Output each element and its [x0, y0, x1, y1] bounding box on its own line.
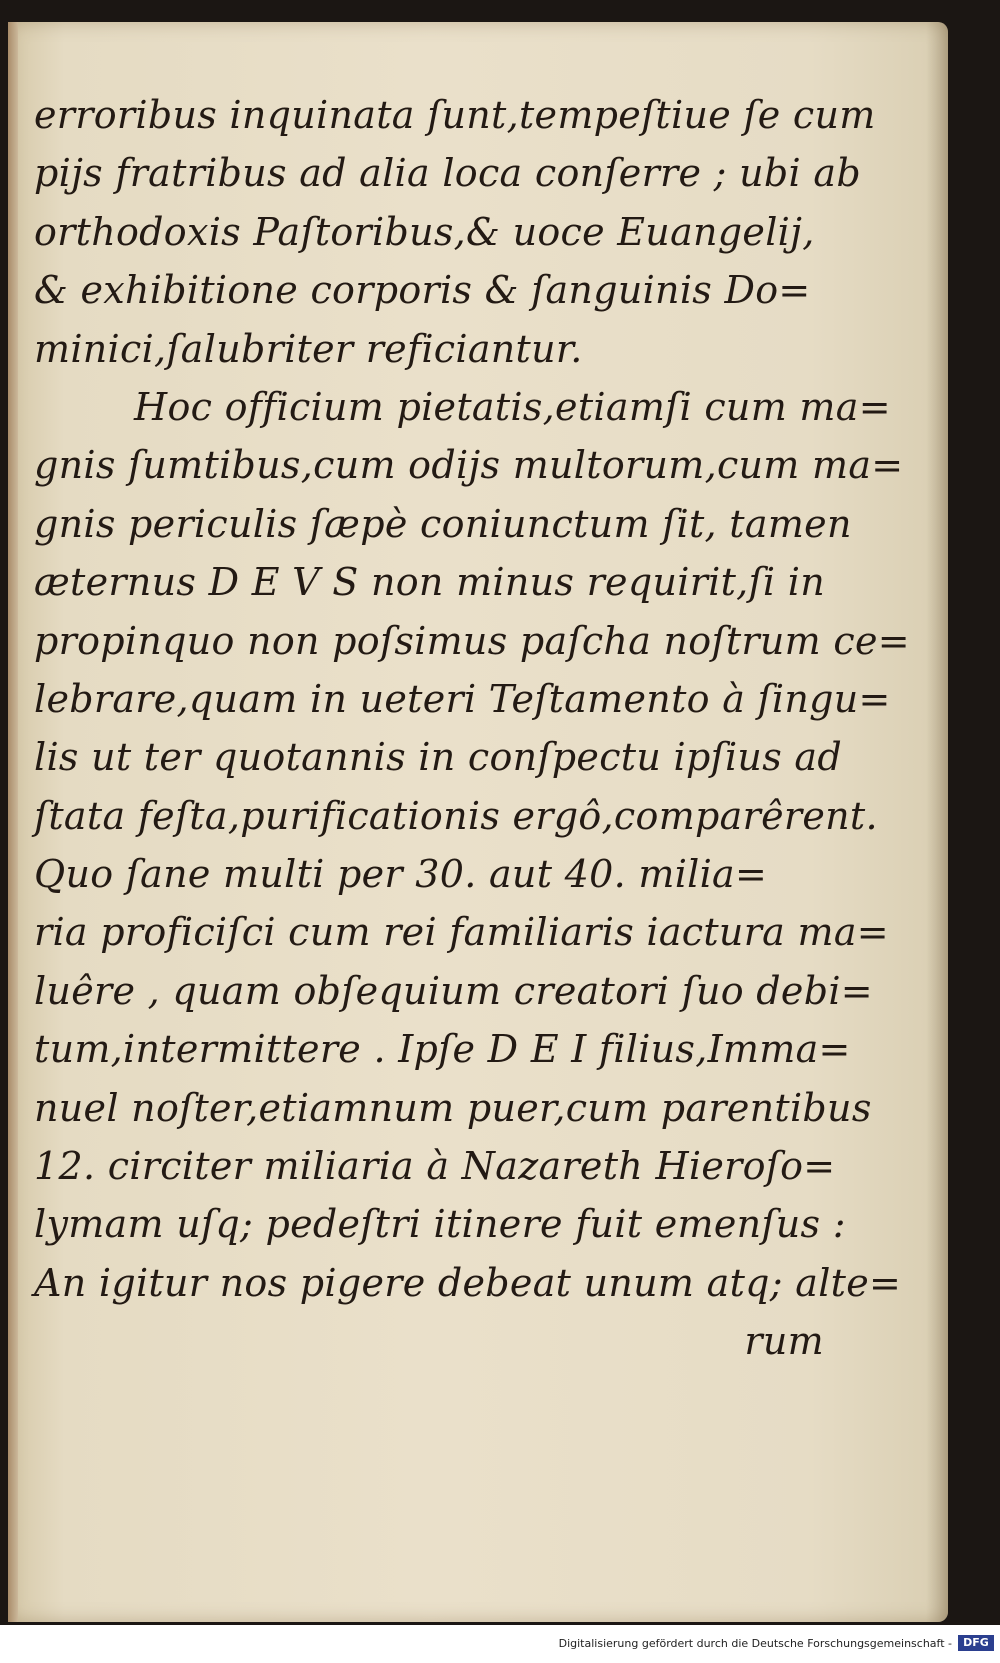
text-line: pijs fratribus ad alia loca conſerre ; ubi ab	[34, 151, 861, 196]
text-line: minici,ſalubriter reficiantur.	[34, 326, 583, 371]
page-gutter	[8, 22, 18, 1622]
text-line: ſtata feſta,purificationis ergô,comparêrent.	[34, 793, 878, 838]
text-line: æternus D E V S non minus requirit,ſi in	[34, 560, 825, 605]
text-line: tum,intermittere . Ipſe D E I filius,Imma=	[34, 1027, 851, 1072]
paragraph-start-line: Hoc officium pietatis,etiamſi cum ma=	[134, 384, 891, 429]
dfg-logo: DFG	[958, 1635, 994, 1651]
text-line: Quo ſane multi per 30. aut 40. milia=	[34, 852, 768, 897]
text-line: nuel noſter,etiamnum puer,cum parentibus	[34, 1085, 872, 1130]
text-line: lebrare,quam in ueteri Teſtamento à ſingu=	[34, 676, 891, 721]
text-line: orthodoxis Paſtoribus,& uoce Euangelij,	[34, 209, 815, 254]
footer-bar	[0, 1625, 1000, 1663]
catchword: rum	[744, 1319, 824, 1364]
text-line: gnis periculis ſæpè coniunctum ſit, tamen	[34, 501, 852, 546]
text-line: gnis ſumtibus,cum odijs multorum,cum ma=	[34, 443, 904, 488]
text-line: lymam uſq; pedeſtri itinere fuit emenſus :	[34, 1202, 846, 1247]
text-line: luêre , quam obſequium creatori ſuo debi=	[34, 968, 873, 1013]
text-line: propinquo non poſsimus paſcha noſtrum ce=	[34, 618, 910, 663]
text-block	[34, 86, 910, 1371]
text-line: lis ut ter quotannis in conſpectu ipſius ad	[34, 735, 842, 780]
text-line: ria proficiſci cum rei familiaris iactura ma=	[34, 910, 889, 955]
funding-credit: Digitalisierung gefördert durch die Deutsche Forschungsgemeinschaft -	[558, 1637, 952, 1650]
text-line: An igitur nos pigere debeat unum atq; alte=	[34, 1260, 902, 1305]
text-line: 12. circiter miliaria à Nazareth Hieroſo=	[34, 1144, 836, 1189]
text-line: & exhibitione corporis & ſanguinis Do=	[34, 268, 811, 313]
page-edge-shadow	[926, 22, 948, 1622]
text-line: erroribus inquinata ſunt,tempeſtiue ſe cum	[34, 93, 876, 137]
book-page	[8, 22, 948, 1622]
